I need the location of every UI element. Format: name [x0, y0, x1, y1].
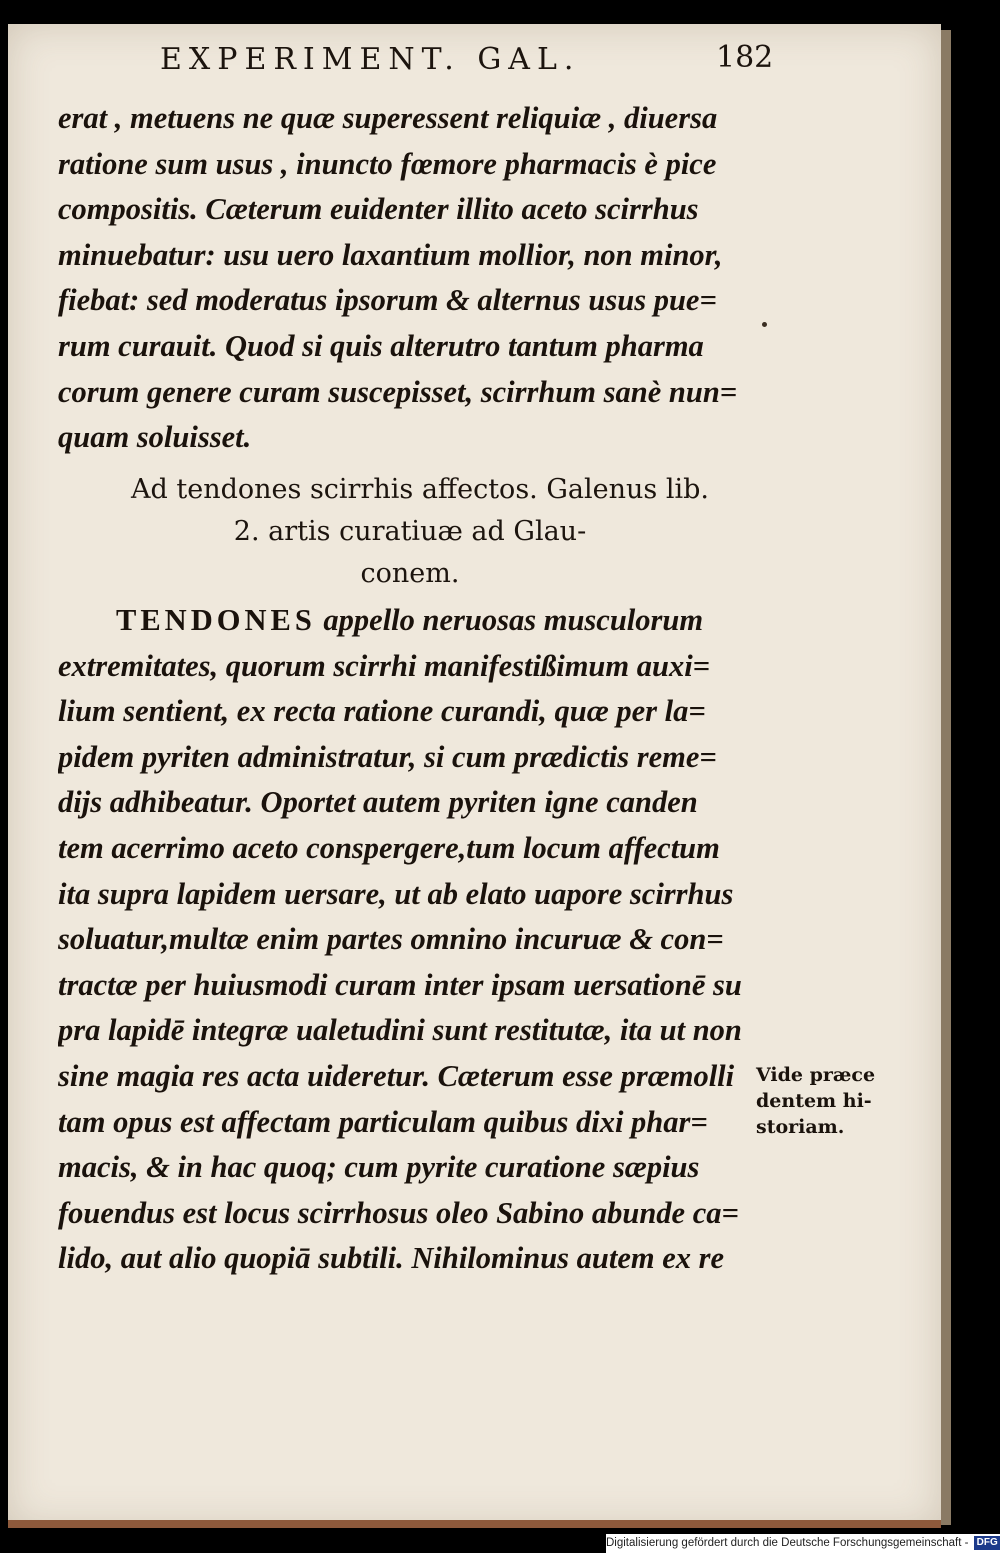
section-heading: [60, 470, 760, 594]
marginal-note: [756, 1062, 906, 1140]
text-line: [58, 598, 753, 644]
page-edge: [941, 30, 951, 1525]
text-line: minuebatur: usu uero laxantium mollior, non minor,: [58, 237, 723, 272]
text-line: lium sentient, ex recta ratione curandi, quæ per la=: [58, 694, 706, 729]
text-line: corum genere curam suscepisset, scirrhum sanè nun=: [58, 374, 738, 409]
footer-text: Digitalisierung gefördert durch die Deutsche Forschungsgemeinschaft -: [606, 1537, 969, 1549]
paragraph-continuation: [58, 96, 753, 461]
text-line: dijs adhibeatur. Oportet autem pyriten igne canden: [58, 785, 698, 820]
text-line: pra lapidē integræ ualetudini sunt restitutæ, ita ut non: [58, 1013, 742, 1048]
ink-speck: [762, 322, 767, 327]
text-line: ita supra lapidem uersare, ut ab elato uapore scirrhus: [58, 876, 734, 911]
marginal-line: storiam.: [756, 1116, 845, 1138]
page-bottom-edge: [8, 1520, 941, 1528]
marginal-line: dentem hi-: [756, 1090, 872, 1112]
text-line: ratione sum usus , inuncto fœmore pharmacis è pice: [58, 146, 717, 181]
text-line: quam soluisset.: [58, 420, 252, 455]
initial-word: TENDONES: [116, 603, 316, 637]
text-line: erat , metuens ne quæ superessent reliquiæ , diuersa: [58, 101, 718, 135]
text-line-rest: appello neruosas musculorum: [315, 603, 704, 637]
running-title: EXPERIMENT. GAL.: [160, 42, 581, 77]
text-line: macis, & in hac quoq; cum pyrite curatione sæpius: [58, 1150, 700, 1185]
text-line: tractæ per huiusmodi curam inter ipsam uersationē su: [58, 967, 742, 1002]
text-line: pidem pyriten administratur, si cum prædictis reme=: [58, 739, 717, 774]
text-line: tam opus est affectam particulam quibus dixi phar=: [58, 1104, 708, 1139]
text-line: sine magia res acta uideretur. Cæterum esse præmolli: [58, 1058, 735, 1093]
text-line: compositis. Cæterum euidenter illito aceto scirrhus: [58, 192, 699, 227]
text-line: fiebat: sed moderatus ipsorum & alternus usus pue=: [58, 283, 717, 318]
heading-line: 2. artis curatiuæ ad Glau-: [233, 516, 587, 547]
digitization-footer: [606, 1534, 1000, 1553]
page-number: 182: [716, 40, 774, 75]
paragraph-tendones: [58, 598, 753, 1282]
text-line: tem acerrimo aceto conspergere,tum locum affectum: [58, 830, 720, 865]
text-line: fouendus est locus scirrhosus oleo Sabino abunde ca=: [58, 1195, 739, 1230]
heading-line: Ad tendones scirrhis affectos. Galenus lib.: [131, 474, 709, 505]
text-line: soluatur,multæ enim partes omnino incuruæ & con=: [58, 922, 724, 957]
text-line: extremitates, quorum scirrhi manifestißimum auxi=: [58, 648, 711, 683]
text-line: rum curauit. Quod si quis alterutro tantum pharma: [58, 328, 704, 363]
marginal-line: Vide præce: [756, 1064, 876, 1086]
dfg-logo: DFG: [974, 1536, 1000, 1550]
text-line: lido, aut alio quopiā subtili. Nihilominus autem ex re: [58, 1241, 725, 1276]
heading-line: conem.: [360, 558, 460, 589]
